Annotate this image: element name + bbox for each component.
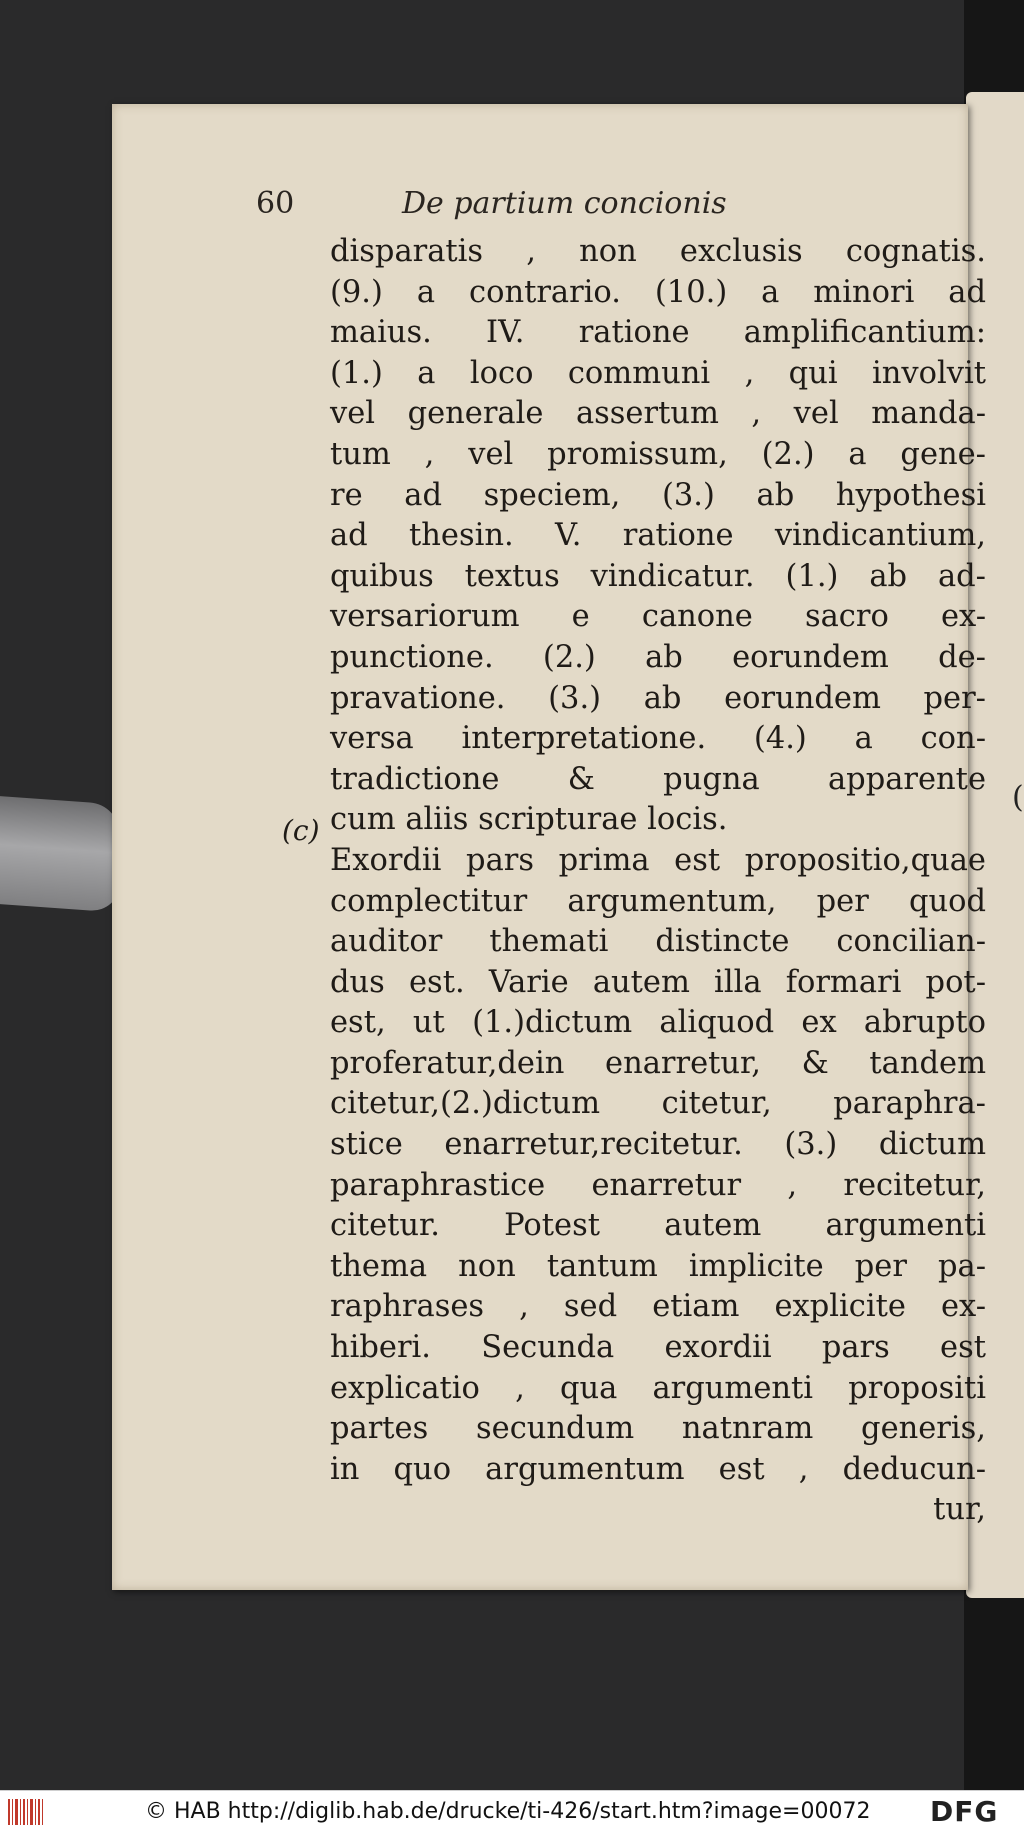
text-line: (1.) a loco communi , qui involvit [330,355,986,391]
page-header [112,186,968,226]
text-line: complectitur argumentum, per quod [330,883,986,919]
text-line: stice enarretur,recitetur. (3.) dictum [330,1127,986,1163]
book-page [112,104,986,1590]
text-line: maius. IV. ratione amplificantium: [330,315,986,351]
text-line: (9.) a contrario. (10.) a minori ad [330,274,986,310]
text-line: quibus textus vindicatur. (1.) ab ad- [330,558,986,594]
text-line: in quo argumentum est , deducun- [330,1451,986,1487]
text-line: raphrases , sed etiam explicite ex- [330,1289,986,1325]
text-line: thema non tantum implicite per pa- [330,1248,986,1284]
text-line: cum aliis scripturae locis. [330,802,728,838]
copyright-link[interactable]: © HAB http://diglib.hab.de/drucke/ti-426/start.htm?image=00072 [145,1799,871,1824]
body-text [330,232,986,1531]
text-line: ad thesin. V. ratione vindicantium, [330,518,986,554]
bookmark-ribbon [0,795,120,912]
text-line: versariorum e canone sacro ex- [330,599,986,635]
text-line: partes secundum natnram generis, [330,1411,986,1447]
text-line: paraphrastice enarretur , recitetur, [330,1167,986,1203]
text-line: est, ut (1.)dictum aliquod ex abrupto [330,1005,986,1041]
text-line: auditor themati distincte concilian- [330,924,986,960]
text-line: tradictione & pugna apparente [330,761,986,797]
text-line: dus est. Varie autem illa formari pot- [330,964,986,1000]
text-line: citetur. Potest autem argumenti [330,1208,986,1244]
text-line: tum , vel promissum, (2.) a gene- [330,436,986,472]
text-line: punctione. (2.) ab eorundem de- [330,639,986,675]
text-line: hiberi. Secunda exordii pars est [330,1330,986,1366]
text-line: pravatione. (3.) ab eorundem per- [330,680,986,716]
text-line: citetur,(2.)dictum citetur, paraphra- [330,1086,986,1122]
text-line: Exordii pars prima est propositio,quae [330,842,986,878]
text-line: disparatis , non exclusis cognatis. [330,234,986,269]
page-number: 60 [256,186,295,221]
running-head: De partium concionis [402,186,727,221]
text-line: versa interpretatione. (4.) a con- [330,721,986,757]
neighbor-page-mark: ( [1012,780,1024,815]
barcode-icon [8,1799,44,1825]
text-line: re ad speciem, (3.) ab hypothesi [330,477,986,513]
text-line: explicatio , qua argumenti propositi [330,1370,986,1406]
note-marker: (c) [282,814,320,847]
dfg-logo: DFG [930,1795,999,1828]
text-line: vel generale assertum , vel manda- [330,396,986,432]
footer-bar [0,1790,1024,1833]
text-line: proferatur,dein enarretur, & tandem [330,1045,986,1081]
catchword: tur, [933,1492,986,1528]
